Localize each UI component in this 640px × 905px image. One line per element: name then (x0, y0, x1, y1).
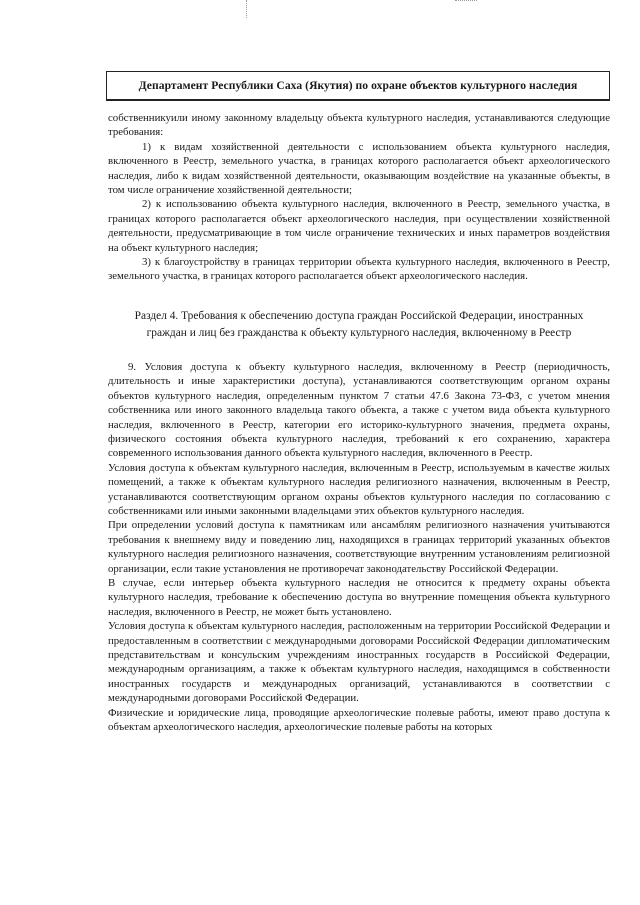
department-header (106, 71, 610, 101)
document-body (108, 111, 610, 734)
requirement-item-1: 1) к видам хозяйственной деятельности с использованием объекта культурного наследия, включенного в Реестр, земельного участка, в границах которого располагается объект археологического наследия, либо к видам хозяйственной деятельности, оказывающим воздействие на указанные объекты, в том числе ограничение хозяйственной деятельности; (108, 140, 610, 197)
paragraph-9: 9. Условия доступа к объекту культурного наследия, включенному в Реестр (периодичность, длительность и иные характеристики доступа), устанавливаются соответствующим органом охраны объектов культурного наследия, определенным пунктом 7 статьи 47.6 Закона 73-ФЗ, с учетом мнения собственника или иного законного владельца такого объекта, а также с учетом вида объекта культурного наследия, включенного в Реестр, категории его историко-культурного значения, предмета охраны, физического состояния объекта культурного наследия, требований к его сохранению, характера современного использования данного объекта культурного наследия, включенного в Реестр. (108, 360, 610, 460)
scan-artifact (246, 0, 248, 18)
requirement-item-3: 3) к благоустройству в границах территории объекта культурного наследия, включенного в Реестр, земельного участка, в границах которого располагается объект археологического наследия. (108, 256, 610, 283)
paragraph-diplomatic: Условия доступа к объектам культурного наследия, расположенным на территории Российской Федерации и предоставленным в соответствии с международными договорами Российской Федерации дипломатическим представительствам и консульским учреждениям иностранных государств в Российской Федерации, международным организациям, а также к объектам культурного наследия, находящимся в собственности иностранных государств и международных организаций, устанавливаются в соответствии с международными договорами Российской Федерации. (108, 620, 610, 705)
paragraph-intro: собственникуили иному законному владельцу объекта культурного наследия, устанавливаются следующие требования: (108, 112, 610, 139)
scan-artifact (455, 0, 477, 3)
paragraph-archaeological: Физические и юридические лица, проводящие археологические полевые работы, имеют право доступа к объектам археологического наследия, археологические полевые работы на которых (108, 706, 610, 734)
paragraph-access-residential: Условия доступа к объектам культурного наследия, включенным в Реестр, используемым в качестве жилых помещений, а также к объектам культурного наследия религиозного назначения, включенным в Реестр, устанавливаются соответствующим органом охраны объектов культурного наследия по согласованию с собственниками или иными законными владельцами этих объектов культурного наследия. (108, 461, 610, 517)
department-title: Департамент Республики Саха (Якутия) по охране объектов культурного наследия (138, 79, 578, 92)
paragraph-interior: В случае, если интерьер объекта культурного наследия не относится к предмету охраны объекта культурного наследия, требование к обеспечению доступа во внутренние помещения объекта культурного наследия, включенного в Реестр, не может быть установлено. (108, 576, 610, 618)
paragraph-access-religious: При определении условий доступа к памятникам или ансамблям религиозного назначения учитываются требования к внешнему виду и поведению лиц, находящихся в границах территорий указанных объектов культурного наследия религиозного назначения, соответствующие внутренним установлениям религиозной организации, если такие установления не противоречат законодательству Российской Федерации. (108, 519, 610, 575)
section-4-title: Раздел 4. Требования к обеспечению доступа граждан Российской Федерации, иностранных граждан и лиц без гражданства к объекту культурного наследия, включенному в Реестр (134, 309, 584, 339)
requirement-item-2: 2) к использованию объекта культурного наследия, включенного в Реестр, земельного участка, в границах которого располагается объект археологического наследия, при осуществлении хозяйственной деятельности, предусматривающие в том числе ограничение технических и иных параметров воздействия на объект культурного наследия; (108, 198, 610, 254)
